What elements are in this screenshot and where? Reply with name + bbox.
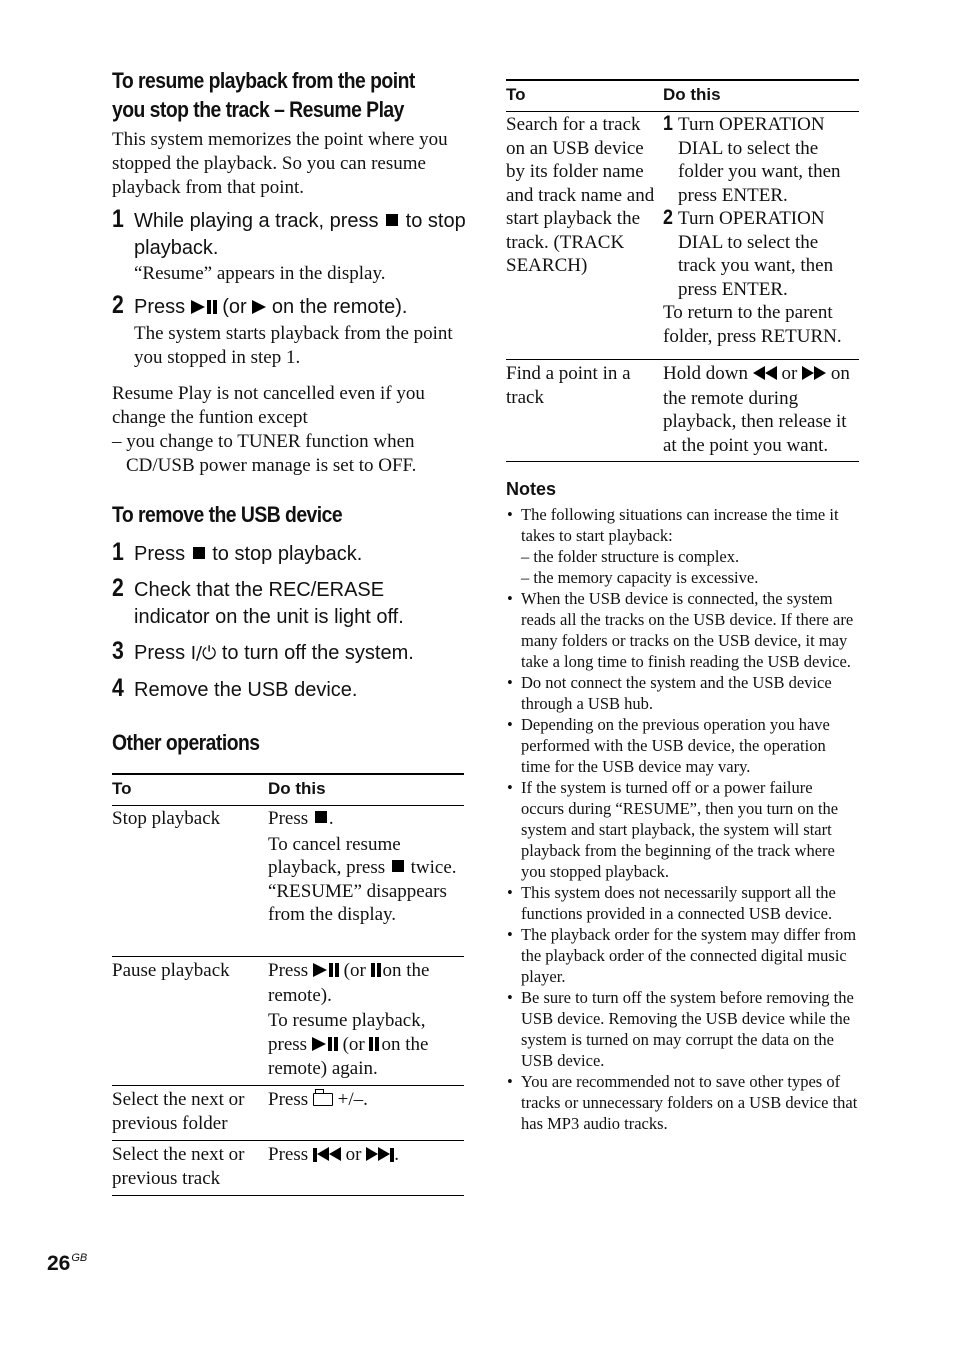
resume-note-exception: – you change to TUNER function when CD/USB power manage is set to OFF.	[112, 431, 417, 476]
row-do	[268, 807, 464, 927]
bullet: •	[507, 673, 513, 692]
step-number: 1	[663, 112, 673, 135]
row-to: Select the next or previous track	[112, 1144, 245, 1189]
play-icon	[252, 300, 266, 314]
play-pause-icon	[313, 960, 339, 981]
bullet: •	[507, 883, 513, 902]
row-do	[268, 1088, 464, 1112]
list-item	[506, 714, 859, 777]
note-text: Be sure to turn off the system before removing the USB device. Removing the USB device while the system is turned on may corrupt the data on the USB device.	[521, 988, 854, 1070]
remove-usb-heading: To remove the USB device	[112, 502, 343, 527]
list-item	[506, 777, 859, 882]
col-to: To	[112, 779, 132, 798]
step-number: 1	[112, 538, 124, 566]
row-do	[268, 959, 464, 1081]
search-table	[506, 79, 859, 463]
list-item	[506, 882, 859, 924]
row-to: Select the next or previous folder	[112, 1089, 245, 1134]
bullet: •	[507, 589, 513, 608]
previous-track-icon	[313, 1144, 341, 1168]
rewind-icon	[753, 363, 777, 387]
other-ops-heading: Other operations	[112, 730, 260, 755]
do-text: Press	[268, 1089, 309, 1110]
step-number: 4	[112, 674, 124, 702]
row-do	[268, 1143, 464, 1168]
list-item	[506, 504, 859, 588]
do-text: (or	[343, 960, 366, 981]
step-text-b: to stop playback.	[212, 543, 363, 565]
col-do: Do this	[663, 85, 721, 104]
table-header	[112, 773, 464, 806]
step-text	[134, 294, 469, 321]
pause-icon	[369, 1034, 381, 1058]
step-text	[134, 208, 469, 262]
do-text: To resume playback, press	[268, 1010, 426, 1055]
step-text-c: on the remote).	[271, 296, 408, 318]
resume-heading-line2: you stop the track – Resume Play	[112, 97, 404, 122]
do-text: (or	[342, 1033, 365, 1055]
note-text: If the system is turned off or a power failure occurs during “RESUME”, then you turn on the system and start playback, the system will start playback from the beginning of the track where you stopped playback.	[521, 778, 839, 881]
do-text: Press	[268, 960, 309, 981]
row-do	[663, 362, 859, 457]
page-number	[47, 1252, 87, 1276]
step-text: Remove the USB device.	[134, 679, 358, 701]
step-sub: The system starts playback from the point you stopped in step 1.	[134, 323, 453, 368]
list-item	[506, 672, 859, 714]
step-text: Turn OPERATION DIAL to select the folder you want, then press ENTER.	[678, 114, 841, 206]
notes-list	[506, 504, 859, 1134]
note-text: This system does not necessarily support all the functions provided in a connected USB device.	[521, 883, 836, 923]
list-item	[506, 1071, 859, 1134]
note-text: When the USB device is connected, the system reads all the tracks on the USB device. If there are many folders or tracks on the USB device, it may take a long time to finish reading the USB device.	[521, 589, 854, 671]
step-number: 2	[112, 291, 124, 319]
next-track-icon	[366, 1144, 394, 1168]
folder-icon	[313, 1093, 333, 1106]
stop-icon	[386, 214, 398, 226]
page-number-value: 26	[47, 1252, 71, 1275]
list-item	[506, 987, 859, 1071]
col-do: Do this	[268, 779, 326, 798]
do-text: on the remote).	[268, 960, 430, 1006]
bullet: •	[507, 925, 513, 944]
step-text	[134, 640, 469, 667]
power-icon: I/⏻	[190, 643, 217, 664]
step-text-a: Press	[134, 642, 186, 664]
other-ops-table	[112, 773, 464, 1203]
play-pause-icon	[191, 296, 217, 318]
resume-intro: This system memorizes the point where you stopped the playback. So you can resume playback from that point.	[112, 129, 448, 198]
stop-icon	[392, 860, 404, 872]
do-text: or	[345, 1144, 362, 1165]
note-text: The playback order for the system may differ from the playback order of the connected digital music player.	[521, 925, 857, 986]
bullet: •	[507, 1072, 513, 1091]
row-to: Search for a track on an USB device by its folder name and track name and start playback the track. (TRACK SEARCH)	[506, 114, 655, 276]
play-pause-icon	[312, 1034, 338, 1055]
bullet: •	[507, 505, 513, 524]
do-text-end: .	[394, 1144, 399, 1165]
pause-icon	[371, 960, 383, 984]
row-to: Find a point in a track	[506, 363, 631, 408]
note-sub-item: – the folder structure is complex.	[521, 547, 740, 566]
do-text: Press	[268, 808, 309, 829]
row-do	[663, 113, 859, 348]
stop-icon	[193, 547, 205, 559]
row-to: Stop playback	[112, 808, 221, 829]
step-number: 2	[663, 206, 673, 229]
note-text: The following situations can increase the time it takes to start playback:	[521, 505, 839, 545]
step-text-a: Press	[134, 543, 186, 565]
do-text: on the remote during playback, then release it at the point you want.	[663, 363, 850, 456]
do-text: Hold down	[663, 363, 748, 384]
list-item	[506, 924, 859, 987]
stop-icon	[315, 811, 327, 823]
step-text: Turn OPERATION DIAL to select the track you want, then press ENTER.	[678, 208, 834, 300]
bullet: •	[507, 715, 513, 734]
table-header	[506, 79, 859, 112]
step-text-b: (or	[222, 296, 247, 318]
do-text: To cancel resume playback, press	[268, 833, 401, 878]
step-text: Check that the REC/ERASE indicator on the unit is light off.	[134, 579, 404, 628]
bullet: •	[507, 988, 513, 1007]
step-text-a: Press	[134, 296, 186, 318]
do-text: +/–.	[337, 1089, 368, 1110]
resume-heading-line1: To resume playback from the point	[112, 68, 415, 93]
page-number-suffix: GB	[71, 1252, 88, 1264]
row-to: Pause playback	[112, 960, 230, 981]
do-text: on the remote) again.	[268, 1033, 429, 1079]
step-text-b: to stop playback.	[134, 210, 466, 259]
do-text: Press	[268, 1144, 309, 1165]
note-text: Do not connect the system and the USB device through a USB hub.	[521, 673, 832, 713]
do-text-end: .	[328, 808, 334, 829]
step-text-a: While playing a track, press	[134, 210, 379, 232]
step-text	[134, 541, 469, 568]
notes-heading: Notes	[506, 479, 557, 499]
note-sub-item: – the memory capacity is excessive.	[521, 568, 759, 587]
step-number: 2	[112, 574, 124, 602]
do-text: twice. “RESUME” disappears from the display.	[268, 857, 457, 925]
step-number: 1	[112, 205, 124, 233]
step-sub: “Resume” appears in the display.	[134, 263, 386, 284]
step-number: 3	[112, 637, 124, 665]
bullet: •	[507, 778, 513, 797]
note-text: You are recommended not to save other types of tracks or unnecessary folders on a USB device that has MP3 audio tracks.	[521, 1072, 858, 1133]
resume-note: Resume Play is not cancelled even if you change the funtion except	[112, 383, 425, 428]
list-item	[506, 588, 859, 672]
return-text: To return to the parent folder, press RETURN.	[663, 302, 842, 347]
fast-forward-icon	[802, 363, 826, 387]
note-text: Depending on the previous operation you have performed with the USB device, the operation time for the USB device may vary.	[521, 715, 830, 776]
col-to: To	[506, 85, 526, 104]
step-text-b: to turn off the system.	[221, 642, 414, 664]
do-text: or	[781, 363, 798, 384]
